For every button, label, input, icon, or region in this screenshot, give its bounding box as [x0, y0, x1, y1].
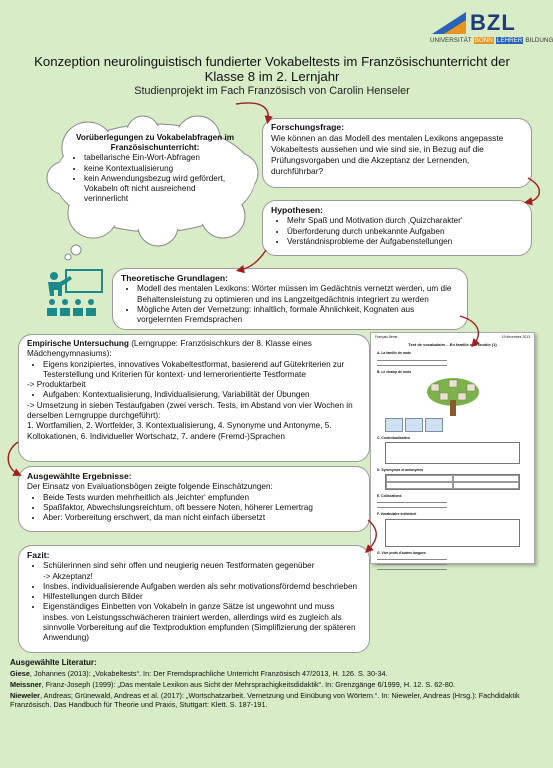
logo-brand: BZL [470, 10, 516, 35]
worksheet-section-b [371, 369, 534, 435]
research-question-text: Wie können an das Modell des mentalen Lexikons angepasste Vokabeltests aussehen und wie sind sie, in Bezug auf die Prüfungsvorgaben und die Akzeptanz der Lernenden, durchführbar? [271, 133, 504, 176]
list-item: • Schülerinnen sind sehr offen und neugierig neuen Testformaten gegenüber [43, 561, 361, 571]
results-intro: Der Einsatz von Evaluationsbögen zeigte folgende Einschätzungen: [27, 482, 273, 492]
theory-box [112, 268, 468, 330]
list-item: • Insbes. individualisierende Aufgaben werden als sehr motivationsfördernd beschrieben [43, 582, 361, 592]
empirical-line-3: -> Umsetzung in sieben Testaufgaben (zwei versch. Tests, im Abstand von vier Wochen in derselben Lerngruppe durchgeführt): [27, 400, 353, 421]
worksheet-image [425, 418, 443, 432]
worksheet-blank [377, 363, 447, 366]
worksheet-blank [377, 500, 447, 503]
worksheet-blank [377, 557, 447, 560]
ref-text: , Franz-Joseph (1999): „Das mentale Lexikon aus Sicht der Mehrsprachigkeitsdidaktik“. In: Grenzgänge 6/1999, H. 12. S. 62-80. [41, 680, 455, 689]
worksheet-blank [377, 505, 447, 508]
worksheet-section-f [371, 511, 534, 549]
ref-author: Giese [10, 669, 30, 678]
empirical-box [18, 334, 370, 462]
worksheet-table [385, 474, 520, 490]
list-item: • Eigens konzipiertes, innovatives Vokabeltestformat, basierend auf Gütekriterien zur Testerstellung und Kriterien für kontext- und lernerorientierte Testformate [43, 360, 361, 381]
ref-author: Nieweler [10, 691, 41, 700]
research-question-heading: Forschungsfrage: [271, 122, 345, 132]
list-item: • kein Anwendungsbezug wird gefördert, Vokabeln oft nicht ausreichend verinnerlicht [84, 174, 240, 205]
worksheet-header-left: Français 8ème [375, 335, 398, 339]
worksheet-section-g-label: G. Vive profs d’autres langues [377, 550, 426, 555]
worksheet-blank [377, 562, 447, 565]
literature-ref-2 [10, 680, 535, 689]
family-tree-icon [423, 376, 483, 416]
worksheet-blank [377, 567, 447, 570]
empirical-list-1 [27, 360, 361, 381]
worksheet-section-c [371, 435, 534, 467]
results-box [18, 466, 370, 532]
worksheet-blank [377, 358, 447, 361]
worksheet-section-e-label: E. Collocations [377, 494, 402, 499]
worksheet-image [405, 418, 423, 432]
worksheet-section-a [371, 350, 534, 368]
worksheet-section-e [371, 493, 534, 511]
worksheet-section-a-label: A. La famille de mots [377, 351, 411, 356]
list-item: • tabellarische Ein-Wort-Abfragen [84, 153, 240, 163]
list-item: • Mehr Spaß und Motivation durch ‚Quizcharakter‘ [287, 216, 523, 226]
empirical-list-2 [27, 390, 361, 400]
logo-triangle-icon [432, 12, 466, 34]
worksheet-dialogue-box [385, 442, 520, 464]
conclusion-box [18, 545, 370, 653]
poster-subtitle: Studienprojekt im Fach Französisch von Carolin Henseler [134, 85, 410, 97]
ref-author: Meissner [10, 680, 42, 689]
list-item: • Mögliche Arten der Vernetzung: inhaltlich, formale Ähnlichkeit, Kognaten aus vorgelernten Fremdsprachen [137, 305, 459, 326]
theory-heading: Theoretische Grundlagen: [121, 273, 228, 283]
list-item: • Verständnisprobleme der Aufgabenstellungen [287, 237, 523, 247]
worksheet-section-c-label: C. Contextualisation [377, 435, 410, 440]
teacher-icon [44, 268, 104, 316]
list-item: • Modell des mentalen Lexikons: Wörter müssen im Gedächtnis vernetzt werden, um die Behaltensleistung zu optimieren und ins Langzeitgedächtnis integriert zu werden [137, 284, 459, 305]
logo-subline [430, 37, 553, 44]
list-item: • Aber: Vorbereitung erschwert, da man nicht einfach übersetzt [43, 513, 361, 523]
empirical-heading-line [27, 339, 361, 360]
worksheet-section-d [371, 467, 534, 493]
literature-section [10, 658, 535, 711]
list-item: • keine Kontextualisierung [84, 164, 240, 174]
research-question-box [262, 118, 532, 188]
hypotheses-box [262, 200, 532, 256]
worksheet-header [371, 333, 534, 341]
list-item: • Überforderung durch unbekannte Aufgaben [287, 227, 523, 237]
literature-ref-3 [10, 691, 535, 709]
poster-title: Konzeption neurolinguistisch fundierter Vokabeltests im Französischunterricht der Klasse 8 im 2. Lernjahr [34, 54, 510, 84]
literature-ref-1 [10, 669, 535, 678]
ref-text: , Andreas; Grünewald, Andreas et al. (2017): „Wortschatzarbeit. Vernetzung und Einübung von Wörtern.“. In: Nieweler, Andreas (Hrsg.): Fachdidaktik Französisch. Das Handbuch für Theorie und Praxis, Stuttgart: Klett. S. 187-191. [10, 691, 520, 709]
logo-word-university: UNIVERSITÄT [430, 37, 472, 44]
list-item: • Spaßfaktor, Abwechslungsreichtum, oft bessere Noten, höherer Lernertrag [43, 503, 361, 513]
worksheet-cell [453, 475, 520, 482]
results-heading: Ausgewählte Ergebnisse: [27, 471, 132, 481]
list-item: • Hilfestellungen durch Bilder [43, 592, 361, 602]
theory-list [121, 284, 459, 325]
conclusion-list-1 [27, 561, 361, 571]
empirical-heading: Empirische Untersuchung [27, 339, 129, 348]
worksheet-cell [386, 475, 453, 482]
worksheet-cell [453, 482, 520, 489]
ref-text: , Johannes (2013): „Vokabeltests“. In: Der Fremdsprachliche Unterricht Französisch 47/2013, H. 126. S. 30-34. [29, 669, 388, 678]
logo-word-bonn: BONN [474, 37, 493, 44]
conclusion-line-2: -> Akzeptanz! [43, 571, 93, 581]
conclusion-heading: Fazit: [27, 550, 50, 560]
preconsiderations-list [70, 153, 240, 204]
hypotheses-heading: Hypothesen: [271, 205, 324, 215]
worksheet-section-b-label: B. Le champ de mots [377, 369, 412, 374]
results-list [27, 493, 361, 524]
worksheet-section-f-label: F. Vocabulaire individuel [377, 512, 417, 517]
bzl-logo [430, 10, 553, 54]
empirical-line-4: 1. Wortfamilien, 2. Wortfelder, 3. Kontextualisierung, 4. Synonyme und Antonyme, 5. Kollokationen, 6. Individueller Wortschatz, 7. andere (Fremd-)Sprachen [27, 421, 332, 441]
literature-heading: Ausgewählte Literatur: [10, 658, 97, 667]
worksheet-cell [386, 482, 453, 489]
list-item: • Eigenständiges Einbetten von Vokabeln in ganze Sätze ist ungewohnt und muss insbes. von Leistungsschwächeren trainiert werden, allerdings wird es zugleich als sinnvolle Vorbereitung auf die Textproduktion empfunden (Simplifizierung der späteren Anwendung) [43, 602, 361, 643]
hypotheses-list [271, 216, 523, 247]
preconsiderations-text [70, 133, 240, 204]
list-item: • Aufgaben: Kontextualisierung, Individualisierung, Variabilität der Übungen [43, 390, 361, 400]
worksheet-thumbnail [370, 332, 535, 564]
worksheet-section-g [371, 550, 534, 573]
worksheet-title: Test de vocabulaire – En famille à Grenoble (1) [408, 342, 497, 348]
worksheet-answer-box [385, 519, 520, 547]
logo-word-bildung: BILDUNG [525, 37, 553, 44]
conclusion-list-2 [27, 582, 361, 644]
empirical-line-2: -> Produktarbeit [27, 380, 86, 390]
worksheet-section-d-label: D. Synonymes et antonymes [377, 468, 424, 473]
list-item: • Beide Tests wurden mehrheitlich als ‚leichter‘ empfunden [43, 493, 361, 503]
worksheet-header-right: 19 décembre 2013 [501, 335, 530, 339]
empirical-heading-rest: (Lerngruppe: Französischkurs der 8. Klasse eines Mädchengymnasiums): [27, 339, 312, 359]
worksheet-image [385, 418, 403, 432]
preconsiderations-heading: Vorüberlegungen zu Vokabelabfragen im Französischunterricht: [75, 133, 234, 153]
arrow-to-results [8, 442, 18, 474]
preconsiderations-cloud [48, 118, 263, 248]
worksheet-image-grid [385, 418, 520, 432]
logo-word-lehrer: LEHRER [496, 37, 523, 44]
